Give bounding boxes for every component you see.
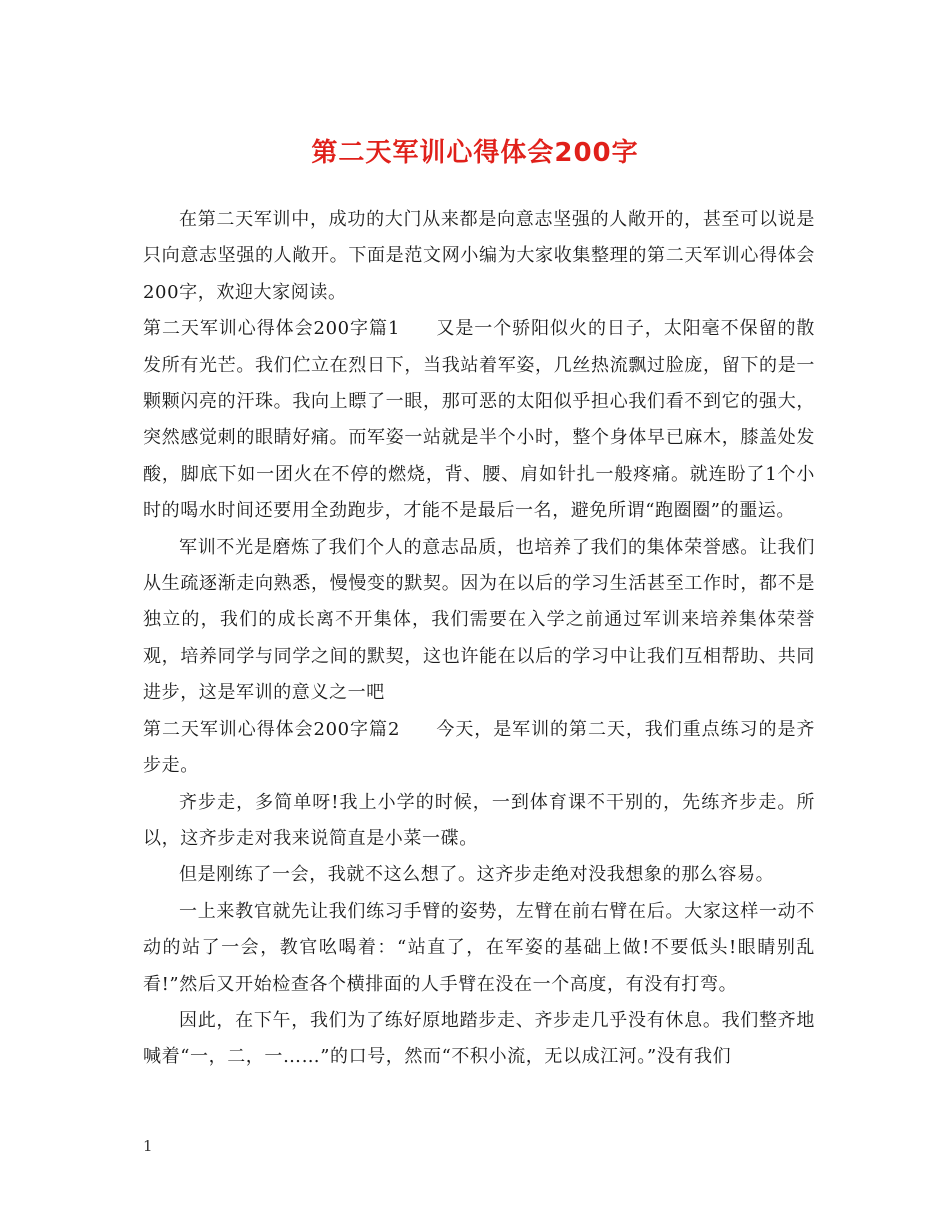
section-1-paragraph — [143, 311, 815, 529]
section-2-paragraph — [143, 712, 815, 785]
section-2-paragraph-2: 齐步走，多简单呀!我上小学的时候，一到体育课不干别的，先练齐步走。所以，这齐步走对我来说简直是小菜一碟。 — [143, 791, 815, 849]
section-1-paragraph-2: 军训不光是磨炼了我们个人的意志品质，也培养了我们的集体荣誉感。让我们从生疏逐渐走向熟悉，慢慢变的默契。因为在以后的学习生活甚至工作时，都不是独立的，我们的成长离不开集体，我们需要在入学之前通过军训来培养集体荣誉观，培养同学与同学之间的默契，这也许能在以后的学习中让我们互相帮助、共同进步，这是军训的意义之一吧 — [143, 536, 815, 704]
section-2-heading: 第二天军训心得体会200字篇2 — [143, 718, 401, 740]
document-title: 第二天军训心得体会200字 — [311, 138, 639, 168]
section-2-paragraph-4: 一上来教官就先让我们练习手臂的姿势，左臂在前右臂在后。大家这样一动不动的站了一会，教官吆喝着：“站直了，在军姿的基础上做!不要低头!眼睛别乱看!”然后又开始检查各个横排面的人手臂在没在一个高度，有没有打弯。 — [143, 900, 815, 995]
document-body — [143, 202, 815, 1076]
page-number: 1 — [143, 1137, 153, 1155]
section-1-paragraph-1: 又是一个骄阳似火的日子，太阳毫不保留的散发所有光芒。我们伫立在烈日下，当我站着军姿，几丝热流飘过脸庞，留下的是一颗颗闪亮的汗珠。我向上瞟了一眼，那可恶的太阳似乎担心我们看不到它的强大，突然感觉刺的眼睛好痛。而军姿一站就是半个小时，整个身体早已麻木，膝盖处发酸，脚底下如一团火在不停的燃烧，背、腰、肩如针扎一般疼痛。就连盼了1个小时的喝水时间还要用全劲跑步，才能不是最后一名，避免所谓“跑圈圈”的噩运。 — [143, 318, 816, 522]
section-2-paragraph-1: 今天，是军训的第二天，我们重点练习的是齐步走。 — [143, 718, 816, 777]
section-2-paragraph-5: 因此，在下午，我们为了练好原地踏步走、齐步走几乎没有休息。我们整齐地喊着“一，二，一……”的口号，然而“不积小流，无以成江河。”没有我们 — [143, 1009, 815, 1068]
intro-paragraph: 在第二天军训中，成功的大门从来都是向意志坚强的人敞开的，甚至可以说是只向意志坚强的人敞开。下面是范文网小编为大家收集整理的第二天军训心得体会200字，欢迎大家阅读。 — [143, 209, 815, 303]
section-1-heading: 第二天军训心得体会200字篇1 — [143, 318, 401, 340]
section-2-paragraph-3: 但是刚练了一会，我就不这么想了。这齐步走绝对没我想象的那么容易。 — [179, 864, 775, 886]
